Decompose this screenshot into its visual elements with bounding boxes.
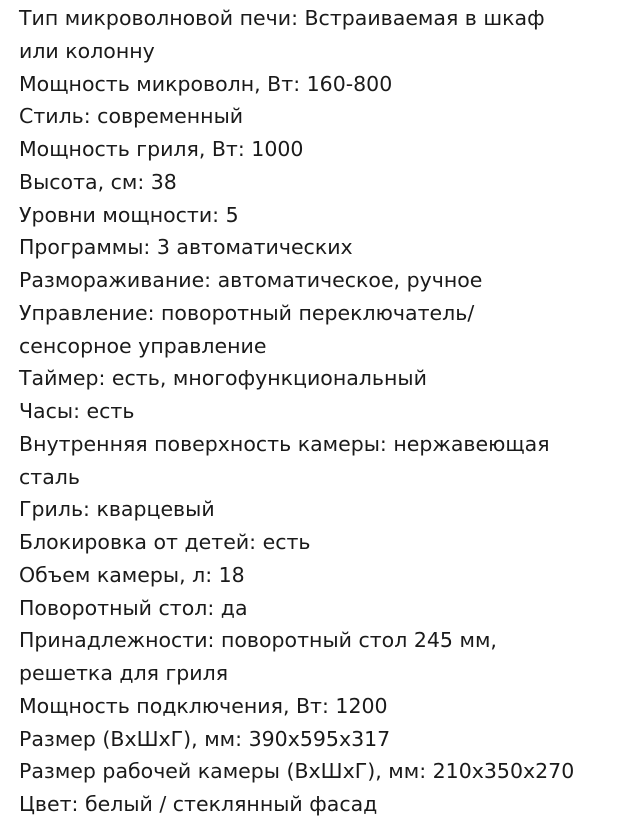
spec-line-accessories: Принадлежности: поворотный стол 245 мм, (19, 628, 497, 653)
spec-line-interior: Внутренняя поверхность камеры: нержавеющая (19, 431, 550, 456)
spec-line-cavity-dimensions: Размер рабочей камеры (ВхШхГ), мм: 210x350x270 (19, 759, 575, 784)
spec-list (19, 2, 631, 821)
spec-line-microwave-power: Мощность микроволн, Вт: 160-800 (19, 71, 393, 96)
spec-line-accessories-cont: решетка для гриля (19, 661, 229, 685)
spec-line-control: Управление: поворотный переключатель/ (19, 300, 475, 325)
spec-line-microwave-type: Тип микроволновой печи: Встраиваемая в шкаф (19, 6, 545, 30)
spec-line-turntable: Поворотный стол: да (19, 595, 248, 620)
spec-line-control-cont: сенсорное управление (19, 333, 267, 358)
spec-line-style: Стиль: современный (19, 104, 244, 129)
spec-line-color: Цвет: белый / стеклянный фасад (19, 792, 378, 816)
spec-line-volume: Объем камеры, л: 18 (19, 562, 245, 587)
spec-line-power-levels: Уровни мощности: 5 (19, 202, 239, 227)
spec-line-defrost: Размораживание: автоматическое, ручное (19, 268, 483, 292)
spec-line-clock: Часы: есть (19, 399, 135, 423)
spec-line-programs: Программы: 3 автоматических (19, 235, 353, 260)
spec-line-microwave-type-cont: или колонну (19, 38, 155, 63)
spec-line-grill-type: Гриль: кварцевый (19, 497, 215, 522)
spec-line-connected-power: Мощность подключения, Вт: 1200 (19, 693, 388, 718)
spec-line-timer: Таймер: есть, многофункциональный (19, 366, 427, 391)
spec-line-height: Высота, см: 38 (19, 169, 177, 194)
spec-line-interior-cont: сталь (19, 464, 80, 489)
spec-line-dimensions: Размер (ВхШхГ), мм: 390x595x317 (19, 726, 391, 751)
spec-line-child-lock: Блокировка от детей: есть (19, 530, 311, 554)
spec-line-grill-power: Мощность гриля, Вт: 1000 (19, 137, 304, 161)
